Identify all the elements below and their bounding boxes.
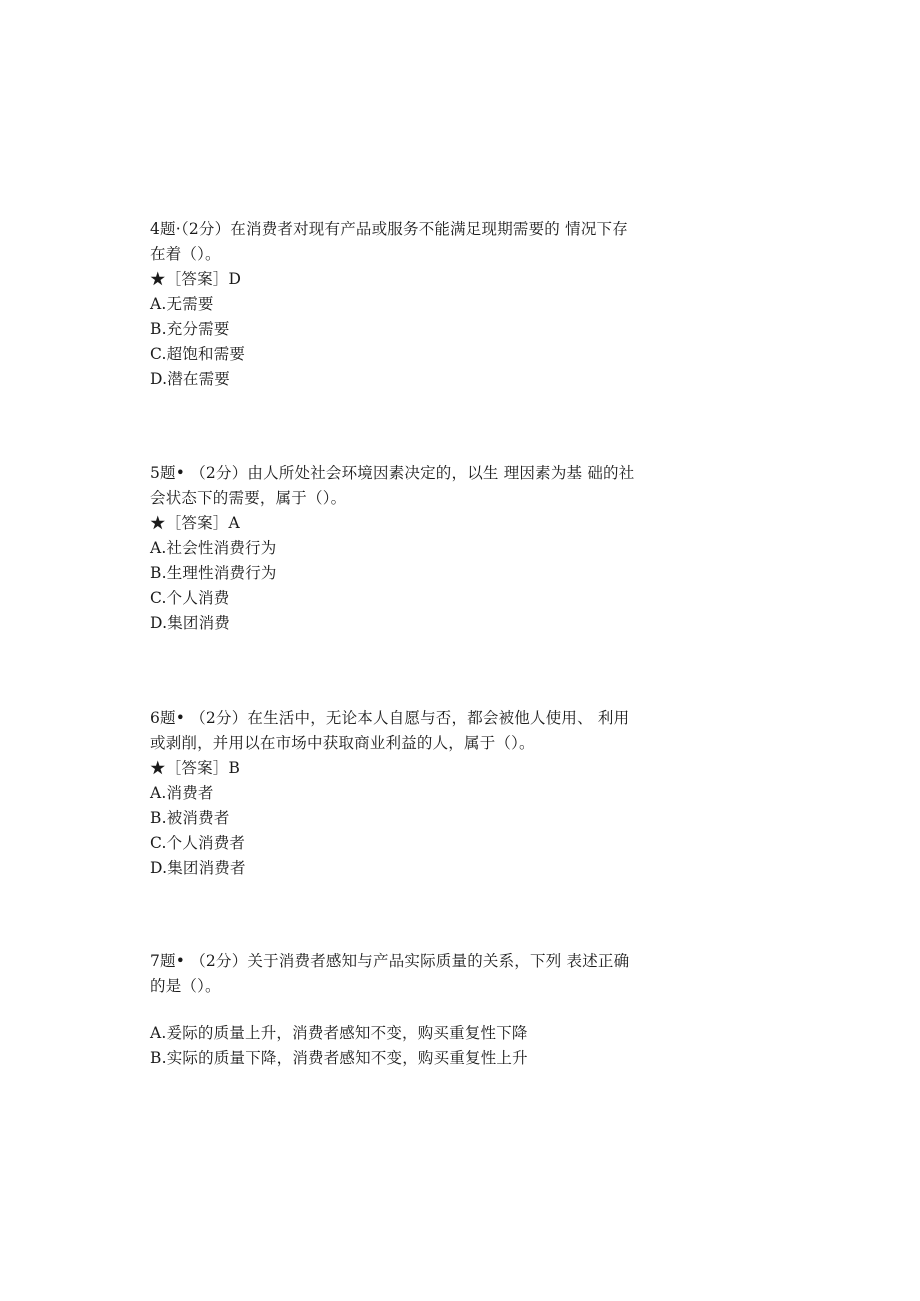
question-5: [150, 461, 690, 636]
question-stem-line: 的是（）。: [150, 977, 221, 995]
option-d: D.潜在需要: [150, 370, 231, 388]
option-c: C.个人消费: [150, 589, 230, 607]
option-a: A.爰际的质量上升，消费者感知不变，购买重复性下降: [150, 1024, 528, 1042]
question-stem-line: 4题·（2分）在消费者对现有产品或服务不能满足现期需要的 情况下存: [150, 220, 628, 238]
answer-key: ★［答案］D: [150, 270, 242, 288]
option-a: A.社会性消费行为: [150, 539, 277, 557]
option-a: A.消费者: [150, 784, 214, 802]
option-d: D.集团消费: [150, 614, 231, 632]
question-stem-line: 5题• （2分）由人所处社会环境因素决定的，以生 理因素为基 础的社: [150, 464, 635, 482]
question-7: [150, 949, 690, 1071]
option-b: B.被消费者: [150, 809, 230, 827]
question-6: [150, 706, 690, 881]
question-stem-line: 在着（）。: [150, 245, 221, 263]
question-4: [150, 217, 690, 392]
question-stem-line: 6题• （2分）在生活中，无论本人自愿与否，都会被他人使用、 利用: [150, 709, 630, 727]
answer-key: ★［答案］A: [150, 514, 240, 532]
question-stem-line: 或剥削，并用以在市场中获取商业利益的人，属于（）。: [150, 734, 535, 752]
option-c: C.超饱和需要: [150, 345, 246, 363]
option-b: B.充分需要: [150, 320, 230, 338]
option-b: B.生理性消费行为: [150, 564, 277, 582]
question-stem-line: 7题• （2分）关于消费者感知与产品实际质量的关系，下列 表述正确: [150, 952, 630, 970]
option-c: C.个人消费者: [150, 834, 246, 852]
blank-gap: [150, 999, 690, 1021]
option-b: B.实际的质量下降，消费者感知不变，购买重复性上升: [150, 1049, 528, 1067]
question-stem-line: 会状态下的需要，属于（）。: [150, 489, 347, 507]
option-a: A.无需要: [150, 295, 214, 313]
answer-key: ★［答案］B: [150, 759, 241, 777]
option-d: D.集团消费者: [150, 859, 246, 877]
